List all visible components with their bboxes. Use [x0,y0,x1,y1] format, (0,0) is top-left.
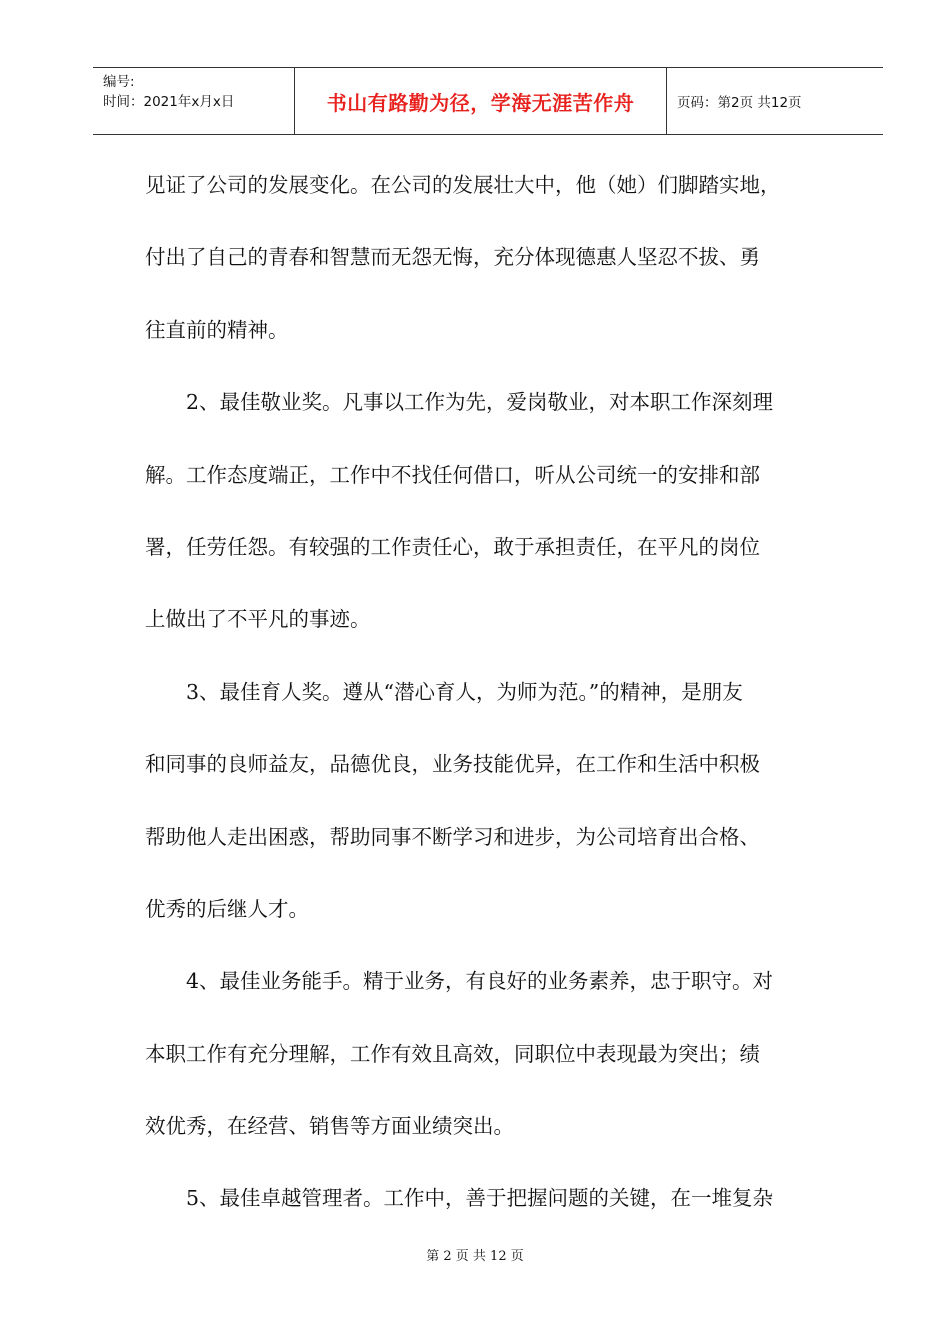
body-line: 署，任劳任怨。有较强的工作责任心，敢于承担责任，在平凡的岗位 [145,534,760,559]
header-motto: 书山有路勤为径，学海无涯苦作舟 [326,90,635,115]
page-header [93,67,883,135]
document-body [145,149,835,1235]
body-line: 效优秀，在经营、销售等方面业绩突出。 [145,1114,514,1139]
header-meta-cell [93,68,295,134]
body-line: 本职工作有充分理解，工作有效且高效，同职位中表现最为突出；绩 [145,1041,760,1066]
body-line: 3、最佳育人奖。遵从“潜心育人，为师为范。”的精神，是朋友 [145,679,743,704]
body-line: 往直前的精神。 [145,317,289,342]
time-label: 时间：2021年x月x日 [103,94,235,110]
body-line: 2、最佳敬业奖。凡事以工作为先，爱岗敬业，对本职工作深刻理 [145,390,774,415]
serial-label: 编号: [103,74,135,90]
body-line: 和同事的良师益友，品德优良，业务技能优异，在工作和生活中积极 [145,752,760,777]
body-line: 付出了自己的青春和智慧而无怨无悔，充分体现德惠人坚忍不拔、勇 [145,245,760,270]
header-motto-cell [295,68,667,134]
body-line: 解。工作态度端正，工作中不找任何借口，听从公司统一的安排和部 [145,462,760,487]
header-page-label: 页码：第2页 共12页 [677,95,802,111]
body-line: 上做出了不平凡的事迹。 [145,607,371,632]
footer-page-number: 第 2 页 共 12 页 [426,1249,524,1264]
body-line: 优秀的后继人才。 [145,896,309,921]
page-footer [0,1245,950,1264]
body-line: 5、最佳卓越管理者。工作中，善于把握问题的关键，在一堆复杂 [145,1186,774,1211]
body-line: 见证了公司的发展变化。在公司的发展壮大中，他（她）们脚踏实地， [145,173,781,197]
body-line: 4、最佳业务能手。精于业务，有良好的业务素养，忠于职守。对 [145,969,774,994]
header-page-cell [667,68,883,134]
body-line: 帮助他人走出困惑，帮助同事不断学习和进步，为公司培育出合格、 [145,824,760,849]
